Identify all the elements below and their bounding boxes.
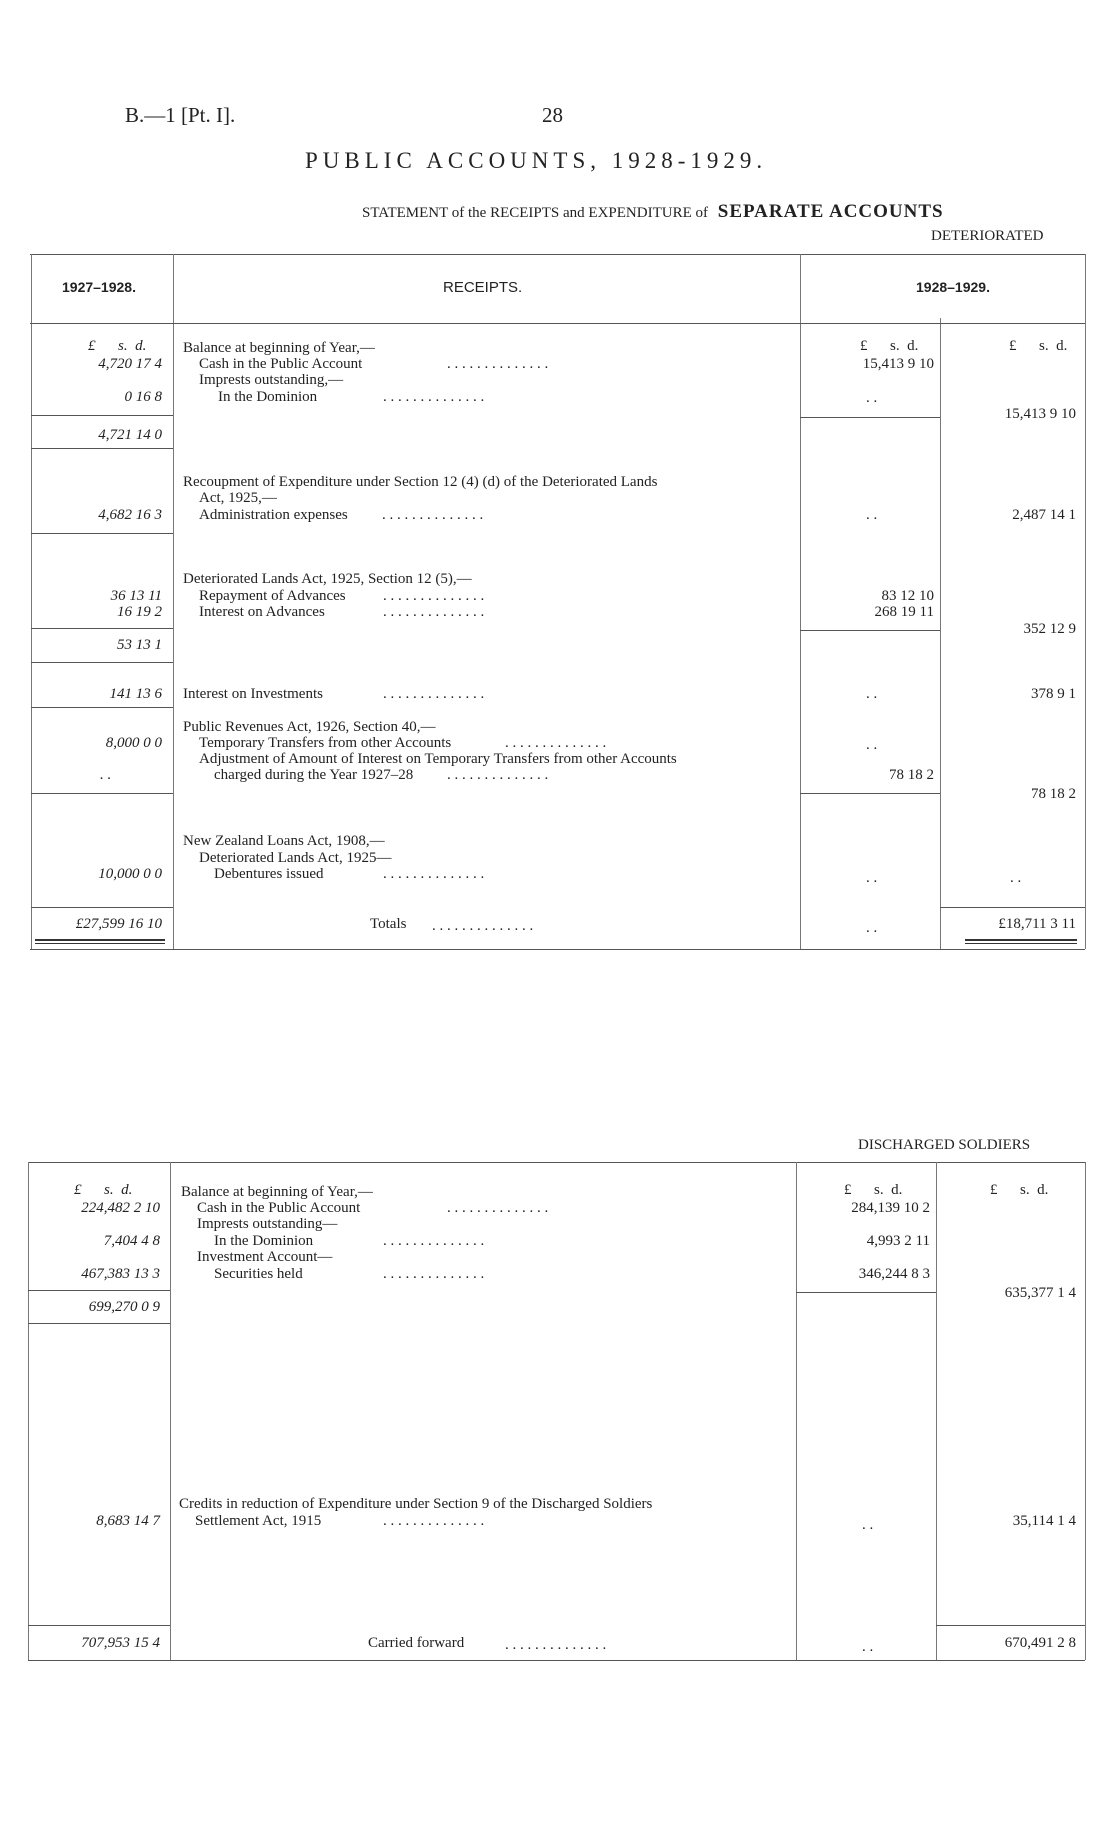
- t1-deb-inner-blank: . .: [866, 870, 878, 886]
- t1-totals-double-rule-2: [35, 943, 165, 944]
- t1-dla-rule-prev-2: [31, 662, 173, 663]
- table1-header-rule: [30, 323, 1085, 324]
- table2-top-rule: [28, 1162, 1085, 1163]
- t2-dominion-curr: 4,993 2 11: [866, 1233, 930, 1249]
- t2-balance-label: Balance at beginning of Year,—: [181, 1184, 373, 1200]
- t1-balance-rule-inner: [800, 417, 940, 418]
- t1-interest-adv-label: Interest on Advances: [199, 604, 325, 620]
- table1-col-divider-3: [940, 318, 941, 949]
- t1-imprests-label: Imprests outstanding,—: [199, 372, 344, 388]
- t1-repay-curr: 83 12 10: [881, 588, 934, 604]
- t1-deb-label: Debentures issued: [214, 866, 324, 882]
- t1-dominion-label: In the Dominion: [218, 389, 318, 405]
- table2-bottom-rule: [28, 1660, 1085, 1661]
- t1-inv-label: Interest on Investments: [183, 686, 323, 702]
- table1-left-border: [31, 254, 32, 949]
- t1-balance-total-curr: 15,413 9 10: [1004, 406, 1076, 422]
- t1-deb-curr-blank: . .: [1010, 870, 1022, 886]
- t2-cash-curr: 284,139 10 2: [851, 1200, 930, 1216]
- t1-deb-leaders: . . . . . . . . . . . . . .: [383, 866, 485, 882]
- t1-interest-adv-leaders: . . . . . . . . . . . . . .: [383, 604, 485, 620]
- t1-temp-inner-blank: . .: [866, 737, 878, 753]
- t2-lsd-header-prev: £ s. d.: [74, 1182, 133, 1198]
- t1-adj-label-1: Adjustment of Amount of Interest on Temporary Transfers from other Accounts: [199, 751, 677, 767]
- t2-dominion-leaders: . . . . . . . . . . . . . .: [383, 1233, 485, 1249]
- t1-repay-prev: 36 13 11: [110, 588, 162, 604]
- t2-cash-leaders: . . . . . . . . . . . . . .: [447, 1200, 549, 1216]
- t1-adj-rule-inner: [800, 793, 940, 794]
- lsd-header-curr: £ s. d.: [1009, 338, 1068, 354]
- t1-dla-total-curr: 352 12 9: [1023, 621, 1076, 637]
- t1-dla-sub-prev: 53 13 1: [117, 637, 162, 653]
- section-name-discharged-soldiers: DISCHARGED SOLDIERS: [858, 1137, 1031, 1153]
- t1-inv-curr: 378 9 1: [1031, 686, 1076, 702]
- t2-cash-prev: 224,482 2 10: [81, 1200, 160, 1216]
- t1-totals-inner-blank: . .: [866, 920, 878, 936]
- t2-credits-leaders: . . . . . . . . . . . . . .: [383, 1513, 485, 1529]
- t1-admin-curr: 2,487 14 1: [1012, 507, 1076, 523]
- t2-dominion-label: In the Dominion: [214, 1233, 314, 1249]
- t1-interest-adv-prev: 16 19 2: [117, 604, 162, 620]
- t1-cash-label: Cash in the Public Account: [199, 356, 363, 372]
- t1-dla-rule-prev: [31, 628, 173, 629]
- t2-securities-label: Securities held: [214, 1266, 303, 1282]
- t1-totals-top-rule: [31, 907, 173, 908]
- t2-carried-inner-blank: . .: [862, 1639, 874, 1655]
- table2-col-divider-3: [936, 1162, 937, 1660]
- t1-temp-leaders: . . . . . . . . . . . . . .: [505, 735, 607, 751]
- t1-totals-leaders: . . . . . . . . . . . . . .: [432, 918, 534, 934]
- t1-cash-leaders: . . . . . . . . . . . . . .: [447, 356, 549, 372]
- t2-credits-label-2: Settlement Act, 1915: [195, 1513, 322, 1529]
- t2-securities-prev: 467,383 13 3: [81, 1266, 160, 1282]
- table2-col-divider-1: [170, 1162, 171, 1660]
- t2-carried-label: Carried forward: [368, 1635, 465, 1651]
- t1-totals-double-rule-3: [965, 939, 1077, 941]
- t1-totals-double-rule-4: [965, 943, 1077, 944]
- t1-dominion-curr-blank: . .: [866, 390, 878, 406]
- t2-securities-leaders: . . . . . . . . . . . . . .: [383, 1266, 485, 1282]
- t2-balance-total-curr: 635,377 1 4: [1004, 1285, 1076, 1301]
- t1-adj-total-curr: 78 18 2: [1031, 786, 1076, 802]
- t1-dla-rule-inner: [800, 630, 940, 631]
- t1-totals-curr: £18,711 3 11: [998, 916, 1076, 932]
- statement-prefix: STATEMENT of the RECEIPTS and EXPENDITURE of: [362, 205, 708, 221]
- t2-balance-rule-prev-2: [28, 1323, 170, 1324]
- t2-lsd-header-curr: £ s. d.: [990, 1182, 1049, 1198]
- t1-dominion-leaders: . . . . . . . . . . . . . .: [383, 389, 485, 405]
- t2-credits-inner-blank: . .: [862, 1517, 874, 1533]
- t1-deb-prev: 10,000 0 0: [98, 866, 162, 882]
- t2-investment-label: Investment Account—: [197, 1249, 333, 1265]
- t2-credits-label-1: Credits in reduction of Expenditure under Section 9 of the Discharged Soldiers: [179, 1496, 653, 1512]
- t1-interest-adv-curr: 268 19 11: [874, 604, 934, 620]
- t1-admin-inner-blank: . .: [866, 507, 878, 523]
- t1-dla2-label: Deteriorated Lands Act, 1925—: [199, 850, 392, 866]
- t2-carried-top-rule: [28, 1625, 170, 1626]
- t1-totals-top-rule-curr: [940, 907, 1085, 908]
- t1-balance-rule-prev: [31, 415, 173, 416]
- table2-col-divider-2: [796, 1162, 797, 1660]
- t1-balance-label: Balance at beginning of Year,—: [183, 340, 375, 356]
- table1-right-border: [1085, 254, 1086, 949]
- lsd-header-prev: £ s. d.: [88, 338, 147, 354]
- page-reference: B.—1 [Pt. I].: [125, 103, 236, 127]
- t1-balance-sub-prev: 4,721 14 0: [98, 427, 162, 443]
- table2-left-border: [28, 1162, 29, 1660]
- t1-repay-label: Repayment of Advances: [199, 588, 346, 604]
- t2-cash-label: Cash in the Public Account: [197, 1200, 361, 1216]
- table1-col-divider-2: [800, 254, 801, 949]
- t2-imprests-label: Imprests outstanding—: [197, 1216, 338, 1232]
- t1-totals-prev: £27,599 16 10: [75, 916, 162, 932]
- t1-temp-label: Temporary Transfers from other Accounts: [199, 735, 452, 751]
- t1-inv-leaders: . . . . . . . . . . . . . .: [383, 686, 485, 702]
- t1-pra-label: Public Revenues Act, 1926, Section 40,—: [183, 719, 436, 735]
- t2-carried-prev: 707,953 15 4: [81, 1635, 160, 1651]
- t1-adj-prev-blank: . .: [100, 767, 112, 783]
- t2-dominion-prev: 7,404 4 8: [103, 1233, 160, 1249]
- t1-temp-prev: 8,000 0 0: [105, 735, 162, 751]
- t1-adj-rule-prev: [31, 793, 173, 794]
- header-prev-year: 1927–1928.: [62, 279, 136, 295]
- t1-totals-label: Totals: [370, 916, 407, 932]
- t2-securities-curr: 346,244 8 3: [858, 1266, 930, 1282]
- t1-balance-rule-prev-2: [31, 448, 173, 449]
- t1-adj-leaders: . . . . . . . . . . . . . .: [447, 767, 549, 783]
- t2-balance-rule-inner: [796, 1292, 936, 1293]
- t2-carried-top-rule-curr: [936, 1625, 1085, 1626]
- t1-adj-curr: 78 18 2: [889, 767, 934, 783]
- t2-balance-sub-prev: 699,270 0 9: [88, 1299, 160, 1315]
- statement-bold: SEPARATE ACCOUNTS: [717, 201, 944, 222]
- header-curr-year: 1928–1929.: [916, 279, 990, 295]
- t1-inv-prev: 141 13 6: [109, 686, 162, 702]
- t2-credits-curr: 35,114 1 4: [1012, 1513, 1076, 1529]
- t1-dla-label: Deteriorated Lands Act, 1925, Section 12 (5),—: [183, 571, 472, 587]
- t2-lsd-header-inner: £ s. d.: [844, 1182, 903, 1198]
- page-number: 28: [542, 103, 563, 127]
- table1-top-rule: [30, 254, 1085, 255]
- t1-admin-leaders: . . . . . . . . . . . . . .: [382, 507, 484, 523]
- t1-dominion-prev: 0 16 8: [124, 389, 162, 405]
- page-title: PUBLIC ACCOUNTS, 1928-1929.: [305, 148, 768, 173]
- t1-cash-prev: 4,720 17 4: [98, 356, 162, 372]
- t1-recoup-label-2: Act, 1925,—: [199, 490, 277, 506]
- header-receipts: RECEIPTS.: [443, 279, 523, 296]
- section-name-deteriorated: DETERIORATED: [931, 228, 1044, 244]
- t2-balance-rule-prev: [28, 1290, 170, 1291]
- t2-credits-prev: 8,683 14 7: [96, 1513, 160, 1529]
- t1-repay-leaders: . . . . . . . . . . . . . .: [383, 588, 485, 604]
- t2-carried-curr: 670,491 2 8: [1004, 1635, 1076, 1651]
- t2-carried-leaders: . . . . . . . . . . . . . .: [505, 1637, 607, 1653]
- lsd-header-inner: £ s. d.: [860, 338, 919, 354]
- t1-cash-curr: 15,413 9 10: [862, 356, 934, 372]
- table2-right-border: [1085, 1162, 1086, 1660]
- statement-line: [362, 201, 944, 223]
- t1-admin-rule: [31, 533, 173, 534]
- t1-admin-prev: 4,682 16 3: [98, 507, 162, 523]
- t1-bottom-rule: [30, 949, 1085, 950]
- t1-inv-rule: [31, 707, 173, 708]
- table1-col-divider-1: [173, 254, 174, 949]
- t1-totals-double-rule-1: [35, 939, 165, 941]
- t1-nzla-label: New Zealand Loans Act, 1908,—: [183, 833, 385, 849]
- t1-recoup-label-1: Recoupment of Expenditure under Section 12 (4) (d) of the Deteriorated Lands: [183, 474, 658, 490]
- t1-adj-label-2: charged during the Year 1927–28: [214, 767, 414, 783]
- t1-inv-inner-blank: . .: [866, 686, 878, 702]
- t1-admin-label: Administration expenses: [199, 507, 348, 523]
